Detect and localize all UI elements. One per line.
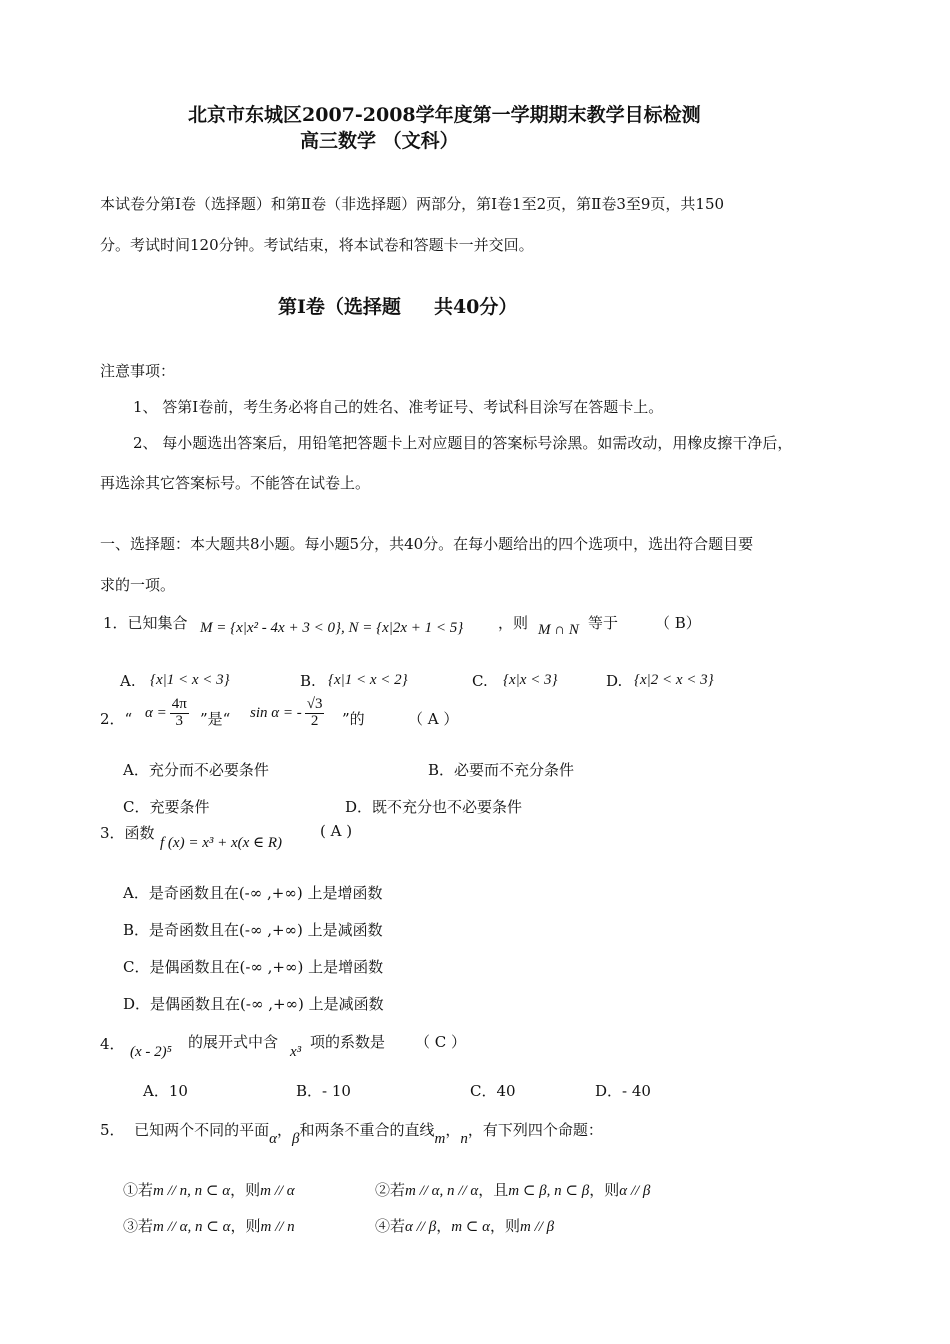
q4-option-c <box>470 1080 516 1101</box>
q2-fraction-den: 3 <box>175 712 184 729</box>
q5-proposition-4 <box>375 1215 554 1236</box>
q3-answer: ( A ) <box>320 822 353 840</box>
q2-alpha-eq: α = <box>145 704 167 721</box>
q5-n: n <box>460 1131 468 1147</box>
q1-answer: （ B） <box>655 614 701 632</box>
q1-set-expression: M = {x|x² - 4x + 3 < 0}, N = {x|2x + 1 < 5} <box>200 620 464 636</box>
q5-prop1-text: ①若 <box>123 1181 154 1199</box>
q1-option-d-label: D. <box>606 672 623 690</box>
q3-option-a: A．是奇函数且在(-∞ ,+∞) 上是增函数 <box>123 884 383 902</box>
q2-option-b: B．必要而不充分条件 <box>428 761 575 779</box>
exam-title: 北京市东城区2007-2008学年度第一学期期末教学目标检测 <box>188 104 701 126</box>
q5-prop4-res: m ⊂ α <box>451 1219 490 1235</box>
part1-instructions-line-2: 求的一项。 <box>100 576 176 594</box>
q4-option-c-label: C． <box>470 1082 497 1100</box>
q4-option-b <box>296 1080 351 1101</box>
q5-prop1-res: m // α <box>260 1183 295 1199</box>
q2-suffix: ”的 <box>342 710 365 728</box>
q1-mid-text: ，则 <box>498 614 529 632</box>
q1-option-c-label: C. <box>472 672 488 690</box>
q2-answer: （ A ） <box>408 710 459 728</box>
q1-option-a-label: A. <box>120 672 136 690</box>
q2-sin-eq: sin α = - <box>250 704 302 721</box>
q5-proposition-3 <box>123 1215 295 1236</box>
q2-alpha-equation <box>145 697 189 730</box>
q2-fraction-num: 4π <box>171 696 187 712</box>
q4-option-d <box>595 1080 651 1101</box>
q2-option-d: D．既不充分也不必要条件 <box>345 798 523 816</box>
q1-option-b-expr: {x|1 < x < 2} <box>328 672 408 688</box>
note-item-2-line-1: 2、 每小题选出答案后，用铅笔把答题卡上对应题目的答案标号涂黑。如需改动，用橡皮擦干净后， <box>133 434 793 452</box>
exam-subtitle: 高三数学 （文科） <box>300 130 459 152</box>
intro-line-2: 分。考试时间120分钟。考试结束，将本试卷和答题卡一并交回。 <box>100 236 534 254</box>
q1-intersection: M ∩ N <box>538 622 579 638</box>
q4-option-d-value: - 40 <box>622 1082 651 1100</box>
q5-prop4-text: ④若 <box>375 1217 406 1235</box>
q2-fraction2-num: √3 <box>306 696 323 712</box>
q5-prefix: 5． 已知两个不同的平面 <box>100 1121 270 1139</box>
q4-prefix: 4． <box>100 1035 125 1053</box>
q5-prop2-res2: α // β <box>619 1183 651 1199</box>
intro-line-1: 本试卷分第Ⅰ卷（选择题）和第Ⅱ卷（非选择题）两部分，第Ⅰ卷1至2页，第Ⅱ卷3至9页，共150 <box>100 195 725 213</box>
q5-sep2: ， <box>445 1121 461 1139</box>
q5-prop2-res: m ⊂ β, n ⊂ β <box>508 1183 590 1199</box>
q5-proposition-2 <box>375 1179 650 1200</box>
q2-option-c: C．充要条件 <box>123 798 210 816</box>
q4-option-b-label: B． <box>296 1082 323 1100</box>
part1-instructions-line-1: 一、选择题：本大题共8小题。每小题5分，共40分。在每小题给出的四个选项中，选出符合题目要 <box>100 535 754 553</box>
q2-fraction2-den: 2 <box>310 712 319 729</box>
q2-prefix: 2．“ <box>100 710 133 728</box>
q3-option-c: C．是偶函数且在(-∞ ,+∞) 上是增函数 <box>123 958 384 976</box>
q5-prop1-then: ，则 <box>230 1181 261 1199</box>
q5-prop4-res2: m // β <box>520 1219 555 1235</box>
note-item-1: 1、 答第Ⅰ卷前，考生务必将自己的姓名、准考证号、考试科目涂写在答题卡上。 <box>133 398 664 416</box>
notes-heading: 注意事项： <box>100 362 176 380</box>
q4-option-a <box>143 1080 188 1101</box>
section-title: 第Ⅰ卷（选择题 共40分） <box>278 296 518 318</box>
q4-binomial-expr: (x - 2)⁵ <box>130 1044 172 1060</box>
q3-prefix: 3．函数 <box>100 824 155 842</box>
q5-prop2-then2: ，则 <box>589 1181 620 1199</box>
q1-suffix: 等于 <box>588 614 619 632</box>
q1-option-c-expr: {x|x < 3} <box>503 672 558 688</box>
q2-fraction-4pi-3 <box>170 697 189 730</box>
q5-prop4-cond: α // β <box>405 1219 437 1235</box>
q3-function-expr: f (x) = x³ + x(x ∈ R) <box>160 835 283 851</box>
q4-term: x³ <box>290 1044 302 1060</box>
q4-answer: （ C ） <box>415 1033 467 1051</box>
q5-prop4-then: ， <box>436 1217 452 1235</box>
q4-option-b-value: - 10 <box>322 1082 351 1100</box>
q4-option-c-value: 40 <box>496 1082 516 1100</box>
q5-prop3-text: ③若 <box>123 1217 154 1235</box>
q1-prefix: 1．已知集合 <box>103 614 188 632</box>
q5-mid: 和两条不重合的直线 <box>299 1121 435 1139</box>
q2-fraction-sqrt3-2 <box>305 697 325 730</box>
q5-beta: β <box>291 1131 300 1147</box>
q5-suffix: ，有下列四个命题： <box>467 1121 603 1139</box>
q5-m: m <box>434 1131 446 1147</box>
q3-option-d: D．是偶函数且在(-∞ ,+∞) 上是减函数 <box>123 995 384 1013</box>
note-item-2-line-2: 再选涂其它答案标号。不能答在试卷上。 <box>100 474 371 492</box>
q5-prop3-res: m // n <box>260 1219 295 1235</box>
q3-option-b: B．是奇函数且在(-∞ ,+∞) 上是减函数 <box>123 921 383 939</box>
q5-prop3-cond: m // α, n ⊂ α <box>153 1219 231 1235</box>
q1-option-d-expr: {x|2 < x < 3} <box>634 672 714 688</box>
q4-mid-text: 的展开式中含 <box>188 1033 279 1051</box>
q5-alpha: α <box>269 1131 277 1147</box>
q5-prop2-text: ②若 <box>375 1181 406 1199</box>
q4-option-a-value: 10 <box>168 1082 188 1100</box>
q5-stem <box>100 1119 603 1147</box>
q5-prop3-then: ，则 <box>230 1217 261 1235</box>
q5-proposition-1 <box>123 1179 295 1200</box>
q5-prop1-cond: m // n, n ⊂ α <box>153 1183 231 1199</box>
q1-option-b-label: B. <box>300 672 316 690</box>
q1-option-a-expr: {x|1 < x < 3} <box>150 672 230 688</box>
q4-option-a-label: A． <box>143 1082 169 1100</box>
q5-prop2-then: ，且 <box>478 1181 509 1199</box>
q4-option-d-label: D． <box>595 1082 623 1100</box>
q4-suffix: 项的系数是 <box>310 1033 386 1051</box>
q5-prop2-cond: m // α, n // α <box>405 1183 479 1199</box>
q5-prop4-then2: ，则 <box>490 1217 521 1235</box>
q2-option-a: A．充分而不必要条件 <box>123 761 269 779</box>
q2-mid-text: ”是“ <box>200 710 231 728</box>
q5-sep: ， <box>276 1121 292 1139</box>
q2-sin-equation <box>250 697 324 730</box>
